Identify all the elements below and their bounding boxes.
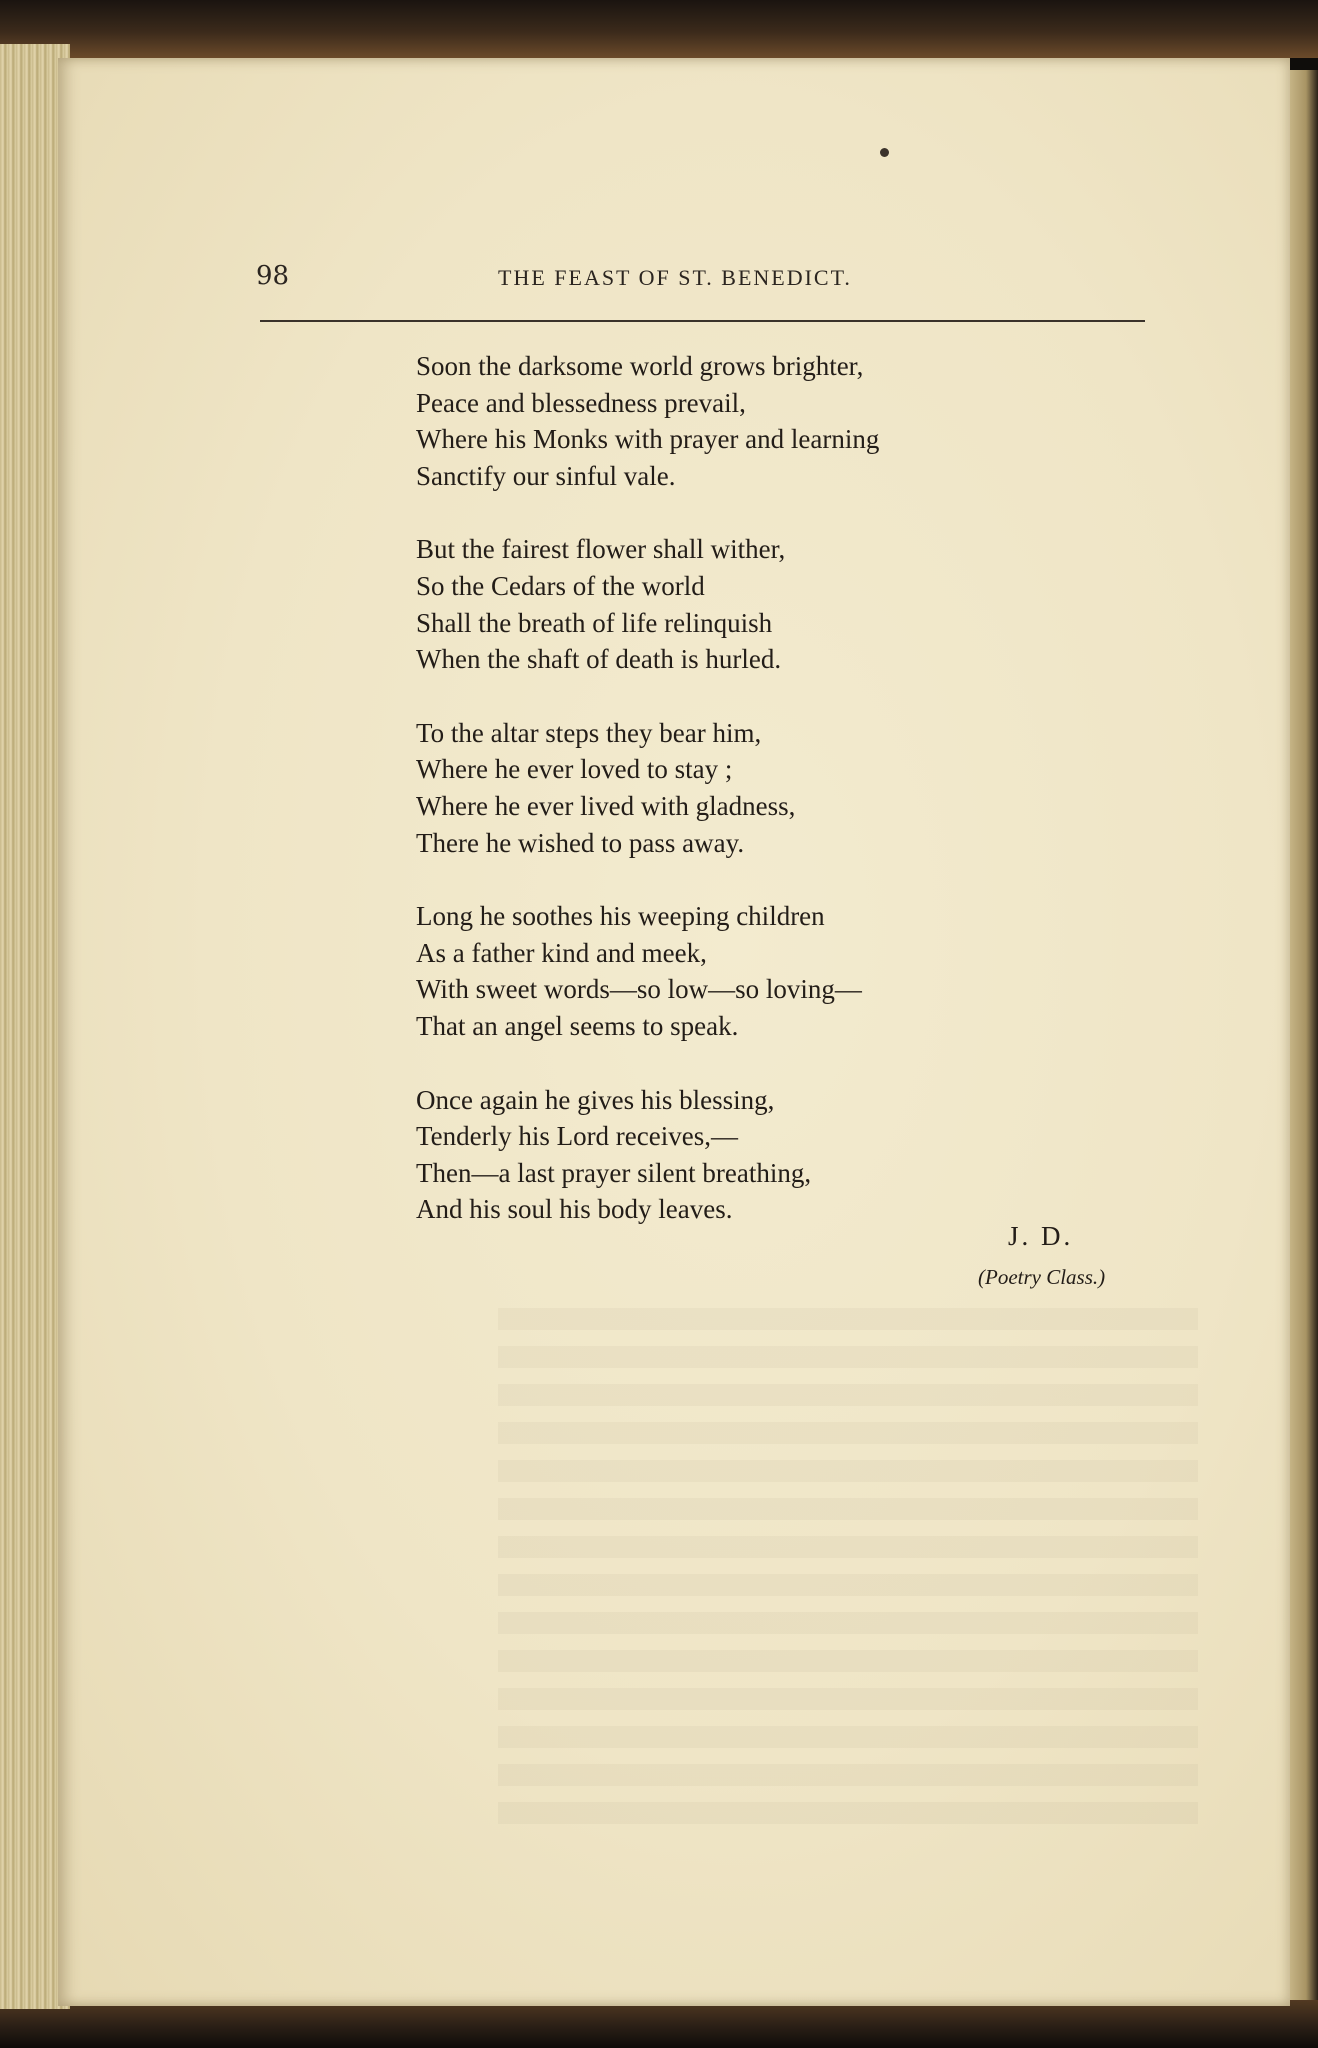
poem-line: Tenderly his Lord receives,— xyxy=(416,1121,738,1152)
poem xyxy=(416,348,1116,1265)
poem-line: Soon the darksome world grows brighter, xyxy=(416,351,864,381)
page-fore-edge xyxy=(1288,70,1318,2000)
poem-line: And his soul his body leaves. xyxy=(416,1194,733,1225)
ink-spot xyxy=(880,148,889,157)
poem-line: Shall the breath of life relinquish xyxy=(416,607,773,638)
poem-line: Sanctify our sinful vale. xyxy=(416,460,676,491)
header-rule xyxy=(260,320,1145,322)
stanza xyxy=(416,898,1116,1044)
poem-line: Where he ever loved to stay ; xyxy=(416,754,733,785)
author-class: (Poetry Class.) xyxy=(978,1265,1106,1289)
poem-line: With sweet words—so low—so loving— xyxy=(416,974,862,1005)
stanza xyxy=(416,531,1116,677)
poem-line: Where his Monks with prayer and learning xyxy=(416,424,880,455)
page-title: THE FEAST OF ST. BENEDICT. xyxy=(498,265,852,290)
poem-line: So the Cedars of the world xyxy=(416,570,705,601)
book-cover-top-edge xyxy=(0,0,1318,58)
poem-line: As a father kind and meek, xyxy=(416,937,707,968)
stanza xyxy=(416,1082,1116,1228)
page-number: 98 xyxy=(256,261,290,291)
book-page xyxy=(58,58,1290,2006)
poem-line: To the altar steps they bear him, xyxy=(416,717,762,748)
running-head xyxy=(58,261,1290,291)
author-initials: J. D. xyxy=(1008,1221,1074,1251)
poem-line: Peace and blessedness prevail, xyxy=(416,387,746,418)
poem-line: Once again he gives his blessing, xyxy=(416,1084,775,1115)
poem-line: When the shaft of death is hurled. xyxy=(416,644,782,675)
poem-line: There he wished to pass away. xyxy=(416,827,745,858)
stanza xyxy=(416,715,1116,861)
poem-line: Where he ever lived with gladness, xyxy=(416,790,796,821)
poem-line: But the fairest flower shall wither, xyxy=(416,534,786,565)
stanza xyxy=(416,348,1116,494)
poem-line: Then—a last prayer silent breathing, xyxy=(416,1157,812,1188)
poem-line: That an angel seems to speak. xyxy=(416,1010,739,1041)
poem-line: Long he soothes his weeping children xyxy=(416,901,825,932)
show-through-text xyxy=(498,1308,1198,1828)
